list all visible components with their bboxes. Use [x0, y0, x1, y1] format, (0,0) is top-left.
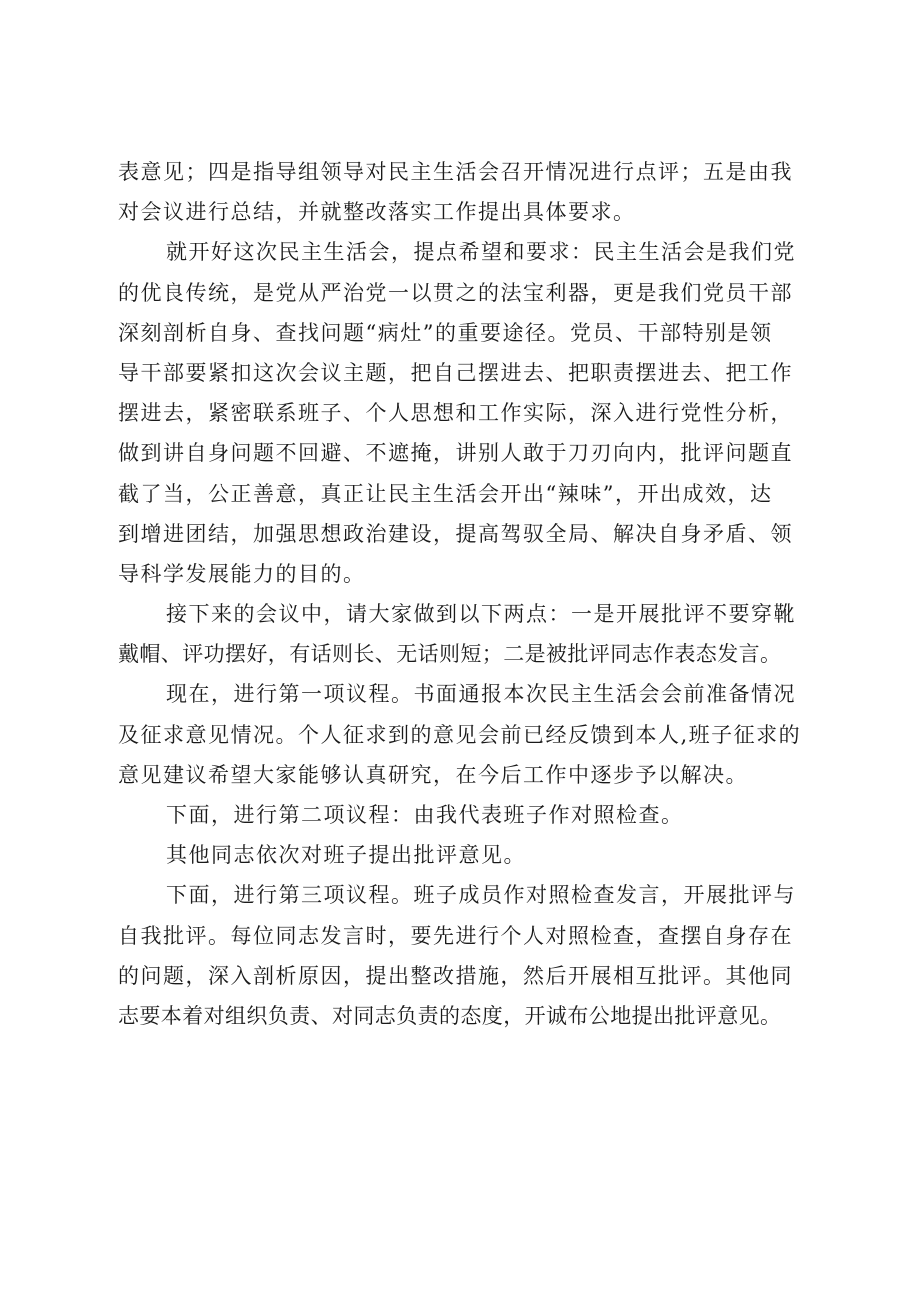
text-line: 表意见；四是指导组领导对民主生活会召开情况进行点评；五是由我 [118, 160, 793, 184]
text-line: 截了当，公正善意，真正让民主生活会开出“辣味”，开出成效，达 [118, 481, 773, 506]
text-line: 到增进团结，加强思想政治建设，提高驾驭全局、解决自身矛盾、领 [118, 521, 793, 546]
text-line: 导科学发展能力的目的。 [118, 561, 366, 586]
text-line: 及征求意见情况。个人征求到的意见会前已经反馈到本人,班子征求的 [118, 722, 802, 747]
text-line: 就开好这次民主生活会，提点希望和要求：民主生活会是我们党 [166, 240, 796, 265]
text-line: 下面，进行第三项议程。班子成员作对照检查发言，开展批评与 [166, 883, 796, 908]
document-body [118, 152, 830, 1036]
text-line: 的优良传统，是党从严治党一以贯之的法宝利器，更是我们党员干部 [118, 280, 793, 305]
text-line: 下面，进行第二项议程：由我代表班子作对照检查。 [166, 803, 684, 827]
text-line: 做到讲自身问题不回避、不遮掩，讲别人敢于刀刃向内，批评问题直 [118, 441, 793, 466]
text-line: 接下来的会议中，请大家做到以下两点：一是开展批评不要穿靴 [166, 602, 796, 627]
text-line: 摆进去，紧密联系班子、个人思想和工作实际，深入进行党性分析， [118, 401, 793, 426]
text-line: 对会议进行总结，并就整改落实工作提出具体要求。 [118, 200, 636, 225]
text-line: 导干部要紧扣这次会议主题，把自己摆进去、把职责摆进去、把工作 [118, 360, 793, 385]
text-line: 的问题，深入剖析原因，提出整改措施，然后开展相互批评。其他同 [118, 963, 793, 988]
text-line: 深刻剖析自身、查找问题“病灶”的重要途径。党员、干部特别是领 [118, 320, 773, 345]
text-line: 戴帽、评功摆好，有话则长、无话则短；二是被批评同志作表态发言。 [118, 642, 782, 667]
text-line: 现在，进行第一项议程。书面通报本次民主生活会会前准备情况 [166, 682, 796, 707]
text-line: 志要本着对组织负责、对同志负责的态度，开诚布公地提出批评意见。 [118, 1003, 782, 1028]
text-line: 其他同志依次对班子提出批评意见。 [166, 843, 526, 868]
text-line: 自我批评。每位同志发言时，要先进行个人对照检查，查摆自身存在 [118, 923, 793, 948]
text-line: 意见建议希望大家能够认真研究，在今后工作中逐步予以解决。 [118, 762, 748, 787]
